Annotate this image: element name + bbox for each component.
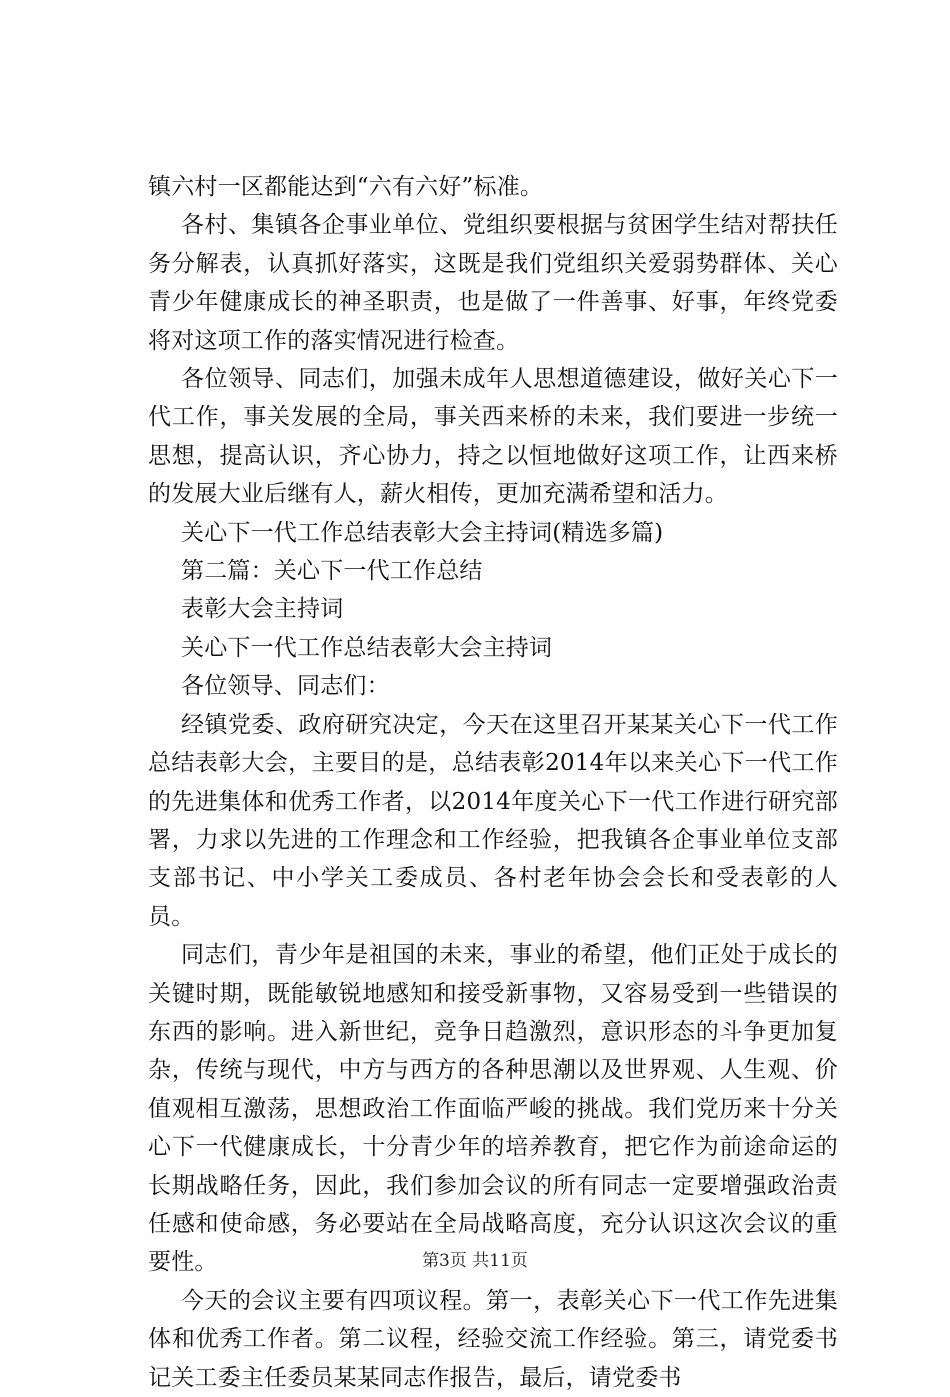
heading-line: 表彰大会主持词 (181, 596, 344, 623)
heading-line: 关心下一代工作总结表彰大会主持词 (181, 634, 553, 661)
paragraph: 各村、集镇各企事业单位、党组织要根据与贫困学生结对帮扶任务分解表，认真抓好落实，这既是我们党组织关爱弱势群体、关心青少年健康成长的神圣职责，也是做了一件善事、好事，年终党委将对这项工作的落实情况进行检查。 (148, 212, 838, 354)
paragraph: 镇六村一区都能达到“六有六好”标准。 (148, 174, 544, 200)
salutation: 各位领导、同志们： (181, 673, 390, 700)
paragraph: 经镇党委、政府研究决定，今天在这里召开某某关心下一代工作总结表彰大会，主要目的是，总结表彰2014年以来关心下一代工作的先进集体和优秀工作者，以2014年度关心下一代工作进行研究部署，力求以先进的工作理念和工作经验，把我镇各企事业单位支部支部书记、中小学关工委成员、各村老年协会会长和受表彰的人员。 (148, 711, 838, 930)
paragraph: 同志们，青少年是祖国的未来，事业的希望，他们正处于成长的关键时期，既能敏锐地感知和接受新事物，又容易受到一些错误的东西的影响。进入新世纪，竞争日趋激烈，意识形态的斗争更加复杂，传统与现代，中方与西方的各种思潮以及世界观、人生观、价值观相互激荡，思想政治工作面临严峻的挑战。我们党历来十分关心下一代健康成长，十分青少年的培养教育，把它作为前途命运的长期战略任务，因此，我们参加会议的所有同志一定要增强政治责任感和使命感，务必要站在全局战略高度，充分认识这次会议的重要性。 (148, 942, 838, 1276)
paragraph: 今天的会议主要有四项议程。第一，表彰关心下一代工作先进集体和优秀工作者。第二议程，经验交流工作经验。第三，请党委书记关工委主任委员某某同志作报告，最后，请党委书 (148, 1287, 838, 1391)
heading-line: 关心下一代工作总结表彰大会主持词(精选多篇) (181, 519, 664, 546)
paragraph: 各位领导、同志们，加强未成年人思想道德建设，做好关心下一代工作，事关发展的全局，事关西来桥的未来，我们要进一步统一思想，提高认识，齐心协力，持之以恒地做好这项工作，让西来桥的发展大业后继有人，薪火相传，更加充满希望和活力。 (148, 366, 838, 508)
heading-line: 第二篇：关心下一代工作总结 (181, 558, 483, 585)
document-body (148, 168, 838, 1397)
page-number-footer: 第3页 共11页 (422, 1251, 528, 1271)
